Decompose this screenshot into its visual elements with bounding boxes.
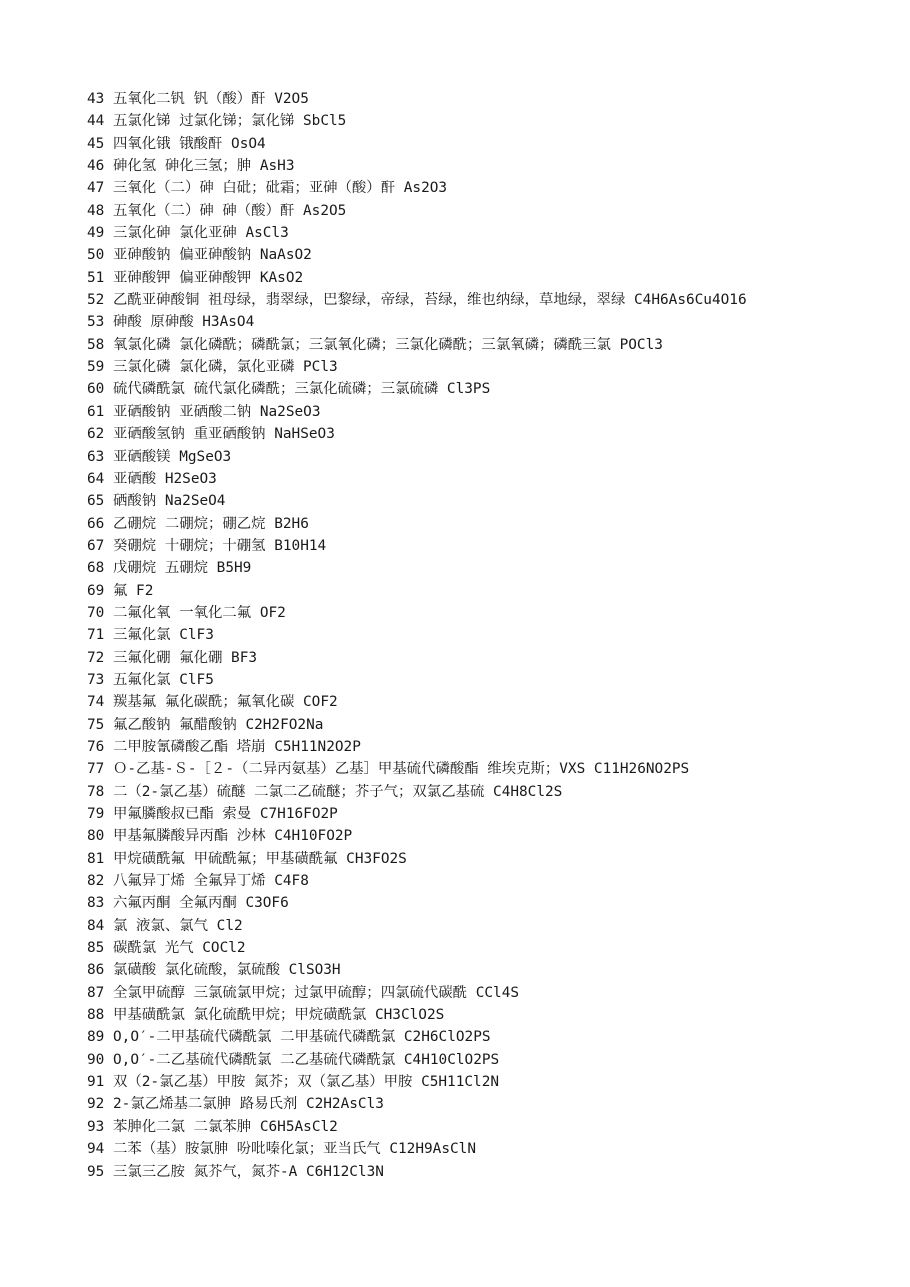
chemical-entry-line: 89 O,O′-二甲基硫代磷酰氯 二甲基硫代磷酰氯 C2H6ClO2PS [87, 1029, 491, 1046]
chemical-entry-line: 80 甲基氟膦酸异丙酯 沙林 C4H10FO2P [87, 828, 353, 845]
chemical-entry-line: 93 苯胂化二氯 二氯苯胂 C6H5AsCl2 [87, 1118, 338, 1135]
chemical-entry-line: 72 三氟化硼 氟化硼 BF3 [87, 649, 258, 666]
chemical-entry-line: 52 乙酰亚砷酸铜 祖母绿，翡翠绿，巴黎绿，帝绿，苔绿，维也纳绿，草地绿，翠绿 C4H6As6Cu4O16 [87, 292, 747, 309]
chemical-entry-line: 85 碳酰氯 光气 COCl2 [87, 940, 246, 957]
document-body [87, 88, 887, 1183]
chemical-entry-line: 68 戊硼烷 五硼烷 B5H9 [87, 560, 252, 577]
chemical-entry-line: 63 亚硒酸镁 MgSeO3 [87, 448, 232, 465]
chemical-entry-line: 71 三氟化氯 ClF3 [87, 627, 214, 644]
chemical-entry-line: 88 甲基磺酰氯 氯化硫酰甲烷；甲烷磺酰氯 CH3ClO2S [87, 1007, 445, 1024]
chemical-entry-line: 77 Ｏ-乙基-Ｓ-［２-（二异丙氨基）乙基］甲基硫代磷酸酯 维埃克斯；VXS C11H26NO2PS [87, 761, 690, 778]
chemical-entry-line: 66 乙硼烷 二硼烷；硼乙烷 B2H6 [87, 515, 309, 532]
chemical-entry-line: 87 全氯甲硫醇 三氯硫氯甲烷；过氯甲硫醇；四氯硫代碳酰 CCl4S [87, 984, 520, 1001]
chemical-entry-line: 45 四氧化锇 锇酸酐 OsO4 [87, 135, 266, 152]
chemical-entry-line: 90 O,O′-二乙基硫代磷酰氯 二乙基硫代磷酰氯 C4H10ClO2PS [87, 1051, 500, 1068]
chemical-entry-line: 43 五氧化二钒 钒（酸）酐 V2O5 [87, 91, 309, 107]
chemical-entry-line: 91 双（2-氯乙基）甲胺 氮芥；双（氯乙基）甲胺 C5H11Cl2N [87, 1074, 500, 1091]
chemical-entry-line: 61 亚硒酸钠 亚硒酸二钠 Na2SeO3 [87, 403, 321, 420]
chemical-entry-line: 48 五氧化（二）砷 砷（酸）酐 As2O5 [87, 202, 347, 219]
chemical-entry-line: 65 硒酸钠 Na2SeO4 [87, 493, 226, 510]
chemical-entry-line: 75 氟乙酸钠 氟醋酸钠 C2H2FO2Na [87, 716, 324, 733]
chemical-entry-line: 44 五氯化锑 过氯化锑；氯化锑 SbCl5 [87, 113, 347, 130]
chemical-entry-line: 50 亚砷酸钠 偏亚砷酸钠 NaAsO2 [87, 247, 312, 264]
chemical-entry-line: 73 五氟化氯 ClF5 [87, 671, 214, 688]
chemical-entry-line: 86 氯磺酸 氯化硫酸，氯硫酸 ClSO3H [87, 962, 341, 979]
chemical-entry-line: 82 八氟异丁烯 全氟异丁烯 C4F8 [87, 873, 309, 890]
chemical-entry-line: 78 二（2-氯乙基）硫醚 二氯二乙硫醚；芥子气；双氯乙基硫 C4H8Cl2S [87, 783, 563, 800]
chemical-entry-line: 95 三氯三乙胺 氮芥气，氮芥-A C6H12Cl3N [87, 1163, 384, 1180]
chemical-entry-line: 94 二苯（基）胺氯胂 吩吡嗪化氯；亚当氏气 C12H9AsClN [87, 1141, 476, 1158]
chemical-entry-line: 92 2-氯乙烯基二氯胂 路易氏剂 C2H2AsCl3 [87, 1096, 384, 1113]
chemical-entry-line: 79 甲氟膦酸叔已酯 索曼 C7H16FO2P [87, 806, 338, 822]
chemical-entry-line: 60 硫代磷酰氯 硫代氯化磷酰；三氯化硫磷；三氯硫磷 Cl3PS [87, 381, 491, 398]
chemical-entry-line: 84 氯 液氯、氯气 Cl2 [87, 917, 243, 934]
chemical-entry-line: 69 氟 F2 [87, 582, 154, 599]
chemical-entry-line: 51 亚砷酸钾 偏亚砷酸钾 KAsO2 [87, 269, 304, 286]
chemical-entry-line: 59 三氯化磷 氯化磷，氯化亚磷 PCl3 [87, 359, 338, 376]
chemical-entry-line: 47 三氧化（二）砷 白砒；砒霜；亚砷（酸）酐 As2O3 [87, 180, 448, 197]
chemical-entry-line: 76 二甲胺氰磷酸乙酯 塔崩 C5H11N2O2P [87, 738, 361, 755]
chemical-entry-line: 58 氧氯化磷 氯化磷酰；磷酰氯；三氯氧化磷；三氯化磷酰；三氯氧磷；磷酰三氯 POCl3 [87, 336, 663, 353]
chemical-entry-line: 83 六氟丙酮 全氟丙酮 C3OF6 [87, 895, 289, 912]
chemical-entry-line: 53 砷酸 原砷酸 H3AsO4 [87, 314, 255, 331]
chemical-entry-line: 67 癸硼烷 十硼烷；十硼氢 B10H14 [87, 537, 327, 554]
chemical-entry-line: 62 亚硒酸氢钠 重亚硒酸钠 NaHSeO3 [87, 426, 335, 443]
chemical-entry-line: 70 二氟化氧 一氧化二氟 OF2 [87, 604, 286, 621]
chemical-entry-line: 74 羰基氟 氟化碳酰；氟氧化碳 COF2 [87, 694, 338, 711]
chemical-entry-line: 49 三氯化砷 氯化亚砷 AsCl3 [87, 225, 289, 242]
chemical-entry-line: 46 砷化氢 砷化三氢；胂 AsH3 [87, 158, 295, 175]
chemical-entry-line: 81 甲烷磺酰氟 甲硫酰氟；甲基磺酰氟 CH3FO2S [87, 850, 407, 867]
chemical-entry-line: 64 亚硒酸 H2SeO3 [87, 470, 217, 487]
